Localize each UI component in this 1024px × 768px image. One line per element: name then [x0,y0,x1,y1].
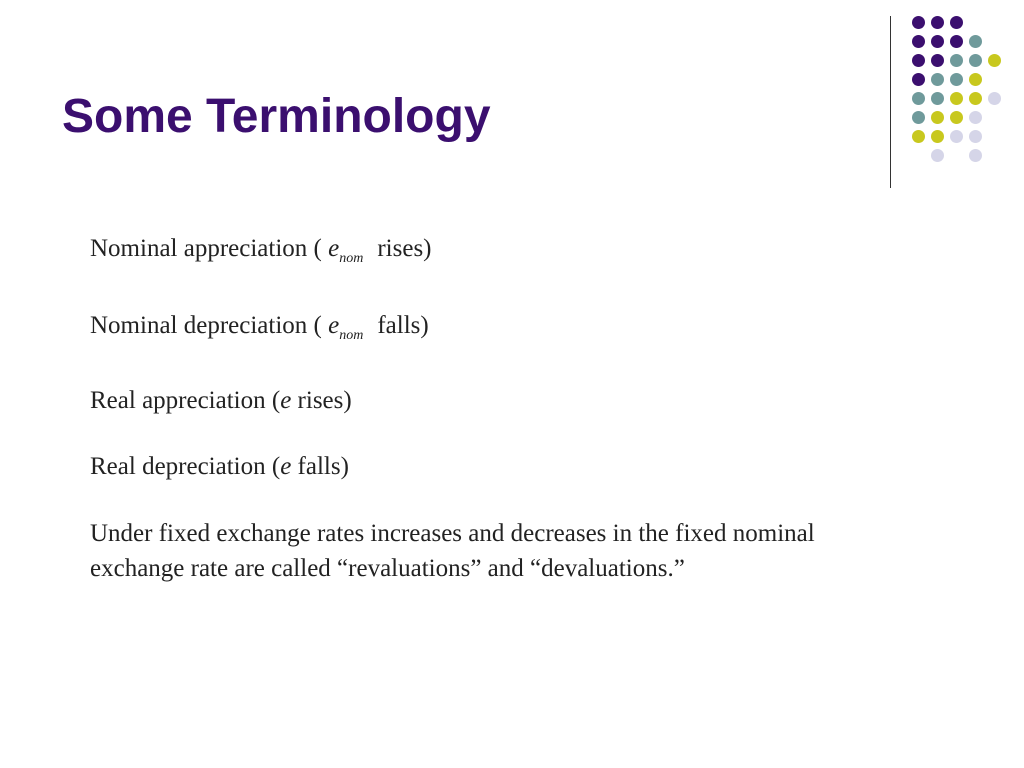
decorative-dot [912,16,925,29]
decorative-dot [912,130,925,143]
decorative-dot [931,54,944,67]
decorative-dot [931,149,944,162]
term-real-depreciation [90,454,349,479]
exchange-rate-subscript: nom [339,251,364,266]
decorative-dot [912,92,925,105]
decorative-dot [969,149,982,162]
decorative-dot [969,111,982,124]
exchange-rate-symbol: e [280,453,292,480]
exchange-rate-symbol: e [328,312,340,339]
paragraph-line: Under fixed exchange rates increases and decreases in the fixed nominal [90,520,815,547]
term-real-appreciation [90,388,352,413]
decorative-dot [950,111,963,124]
decorative-dot [931,16,944,29]
decorative-dot [950,35,963,48]
decorative-dot [912,111,925,124]
decorative-dot [969,54,982,67]
term-text: Nominal appreciation ( [90,235,329,262]
decorative-dot [912,35,925,48]
page-title: Some Terminology [62,90,491,143]
paragraph-line: exchange rate are called “revaluations” and “devaluations.” [90,555,685,582]
decorative-dot [950,130,963,143]
exchange-rate-subscript: nom [339,328,364,343]
fixed-rates-paragraph [90,516,960,586]
decorative-dot [950,73,963,86]
term-nominal-appreciation [90,235,432,266]
decorative-dot [931,73,944,86]
term-text: falls) [291,453,349,480]
decorative-dot [931,130,944,143]
exchange-rate-symbol: e [280,387,292,414]
decorative-dot [931,35,944,48]
term-text: rises) [377,235,432,262]
term-text: falls) [377,312,429,339]
decorative-dot [969,73,982,86]
decorative-dot [969,35,982,48]
decorative-dot [988,92,1001,105]
decorative-dot [950,16,963,29]
decorative-dot [950,92,963,105]
term-text: Nominal depreciation ( [90,312,329,339]
decorative-dot [912,54,925,67]
decorative-dot [969,92,982,105]
decorative-dot [988,54,1001,67]
term-text: rises) [291,387,352,414]
exchange-rate-symbol: e [328,235,340,262]
decorative-dot [969,130,982,143]
decorative-dot [912,73,925,86]
decorative-dot [931,92,944,105]
term-text: Real depreciation ( [90,453,281,480]
decorative-dot [950,54,963,67]
term-nominal-depreciation [90,312,429,343]
decorative-dot [931,111,944,124]
title-divider [890,16,891,188]
term-text: Real appreciation ( [90,387,281,414]
